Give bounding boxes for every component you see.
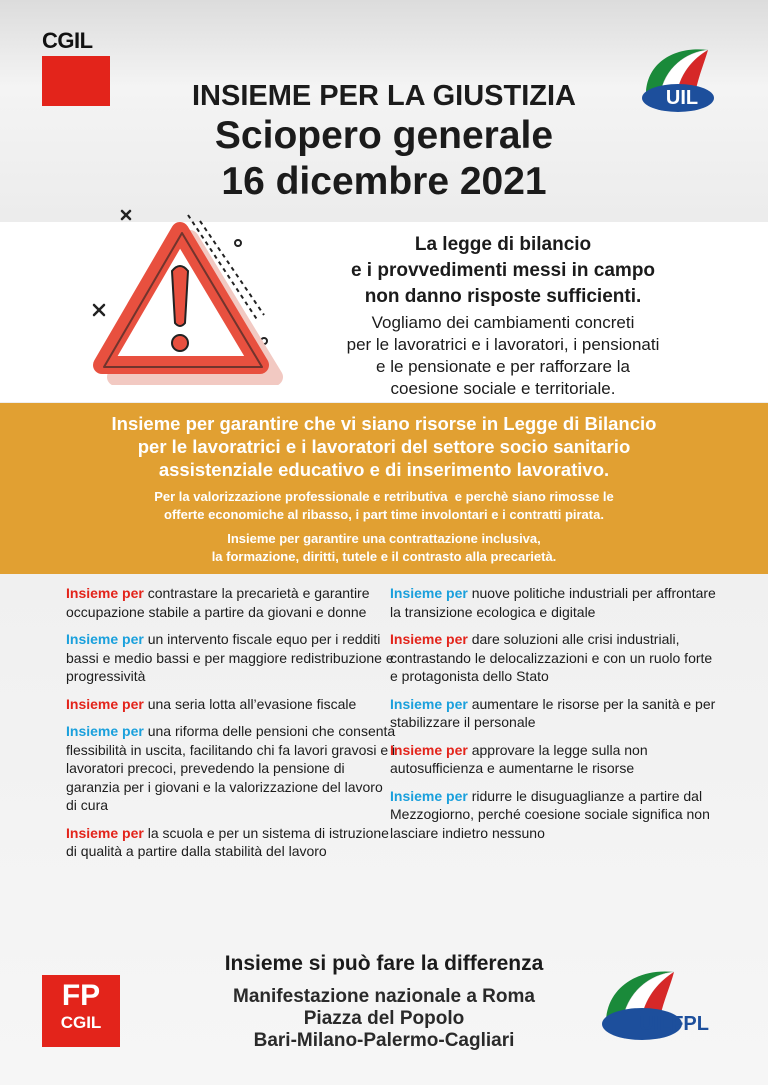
item-keyword: Insieme per <box>66 723 144 739</box>
uilfpl-logo-text: UILFPL <box>639 1013 709 1035</box>
list-item <box>390 741 720 778</box>
list-item <box>390 630 720 686</box>
intro-text-line: Vogliamo dei cambiamenti concreti <box>371 313 635 332</box>
intro-text <box>268 312 738 400</box>
title-line-3: 16 dicembre 2021 <box>221 160 547 203</box>
list-item <box>66 630 396 686</box>
left-column <box>66 584 396 870</box>
item-text: dare soluzioni alle crisi industriali, contrastando le delocalizzazioni e con un ruolo forte e protagonista dello Stato <box>390 631 713 684</box>
intro-bold-line: La legge di bilancio <box>414 234 592 255</box>
item-text: nuove politiche industriali per affrontare la transizione ecologica e digitale <box>390 585 716 620</box>
item-keyword: Insieme per <box>66 695 144 712</box>
intro-text-line: per le lavoratrici e i lavoratori, i pensionati <box>346 335 660 354</box>
item-text: contrastare la precarietà e garantire occupazione stabile a partire da giovani e donne <box>66 585 370 620</box>
intro-text-line: coesione sociale e territoriale. <box>390 379 616 398</box>
item-text: aumentare le risorse per la sanità e per stabilizzare il personale <box>390 695 716 730</box>
title-line-2: Sciopero generale <box>214 114 554 157</box>
item-keyword: Insieme per <box>390 787 468 804</box>
orange-heading <box>20 412 748 481</box>
intro-bold-line: non danno risposte sufficienti. <box>364 286 642 307</box>
orange-heading-line: per le lavoratrici e i lavoratori del settore socio sanitario <box>137 436 631 457</box>
item-text: una riforma delle pensioni che consenta flessibilità in uscita, facilitando chi fa lavori gravosi e i lavoratori precoci, prevedendo la pensione di garanzia per i giovani e la valorizzazione del lavoro di cura <box>66 723 396 813</box>
item-keyword: Insieme per <box>66 585 144 601</box>
item-keyword: Insieme per <box>66 631 144 647</box>
orange-p2-line: la formazione, diritti, tutele e il contrasto alla precarietà. <box>211 549 557 564</box>
right-column <box>390 584 720 851</box>
orange-heading-line: Insieme per garantire che vi siano risorse in Legge di Bilancio <box>111 413 657 434</box>
item-text: un intervento fiscale equo per i redditi bassi e medio bassi e per maggiore redistribuzione e progressività <box>66 631 394 684</box>
list-item <box>390 695 720 732</box>
item-keyword: Insieme per <box>390 585 468 601</box>
item-text: approvare la legge sulla non autosufficienza e aumentarne le risorse <box>390 741 648 776</box>
cgil-logo-text: CGIL <box>42 28 93 53</box>
orange-paragraph-2 <box>40 530 728 566</box>
uil-logo-text: UIL <box>665 87 699 109</box>
list-item <box>66 584 396 621</box>
orange-p1-line: offerte economiche al ribasso, i part time involontari e i contratti pirata. <box>164 507 604 522</box>
intro-text-line: e le pensionate e per rafforzare la <box>376 357 630 376</box>
title-line-1: INSIEME PER LA GIUSTIZIA <box>191 80 576 112</box>
uilfpl-logo <box>596 960 728 1050</box>
orange-heading-line: assistenziale educativo e di inserimento lavorativo. <box>158 459 610 480</box>
item-text: ridurre le disuguaglianze a partire dal Mezzogiorno, perché coesione sociale significa non lasciare indietro nessuno <box>390 787 710 841</box>
orange-p1-line: Per la valorizzazione professionale e retributiva e perchè siano rimosse le <box>154 489 614 504</box>
list-item <box>390 584 720 621</box>
list-item <box>66 824 396 861</box>
fp-cgil-logo <box>42 975 120 1047</box>
item-text: la scuola e per un sistema di istruzione di qualità a partire dalla stabilità del lavoro <box>66 824 389 859</box>
intro-bold-line: e i provvedimenti messi in campo <box>350 260 656 281</box>
fp-logo-top: FP <box>61 979 101 1012</box>
orange-p2-line: Insieme per garantire una contrattazione inclusiva, <box>227 531 541 546</box>
footer-line-2: Piazza del Popolo <box>303 1008 465 1029</box>
intro-bold <box>268 232 738 310</box>
item-keyword: Insieme per <box>390 741 468 758</box>
list-item <box>66 695 396 714</box>
list-item <box>66 722 396 815</box>
orange-paragraph-1 <box>40 488 728 524</box>
list-item <box>390 787 720 843</box>
item-text: una seria lotta all’evasione fiscale <box>143 695 357 712</box>
tagline: Insieme si può fare la differenza <box>224 952 544 975</box>
item-keyword: Insieme per <box>390 695 468 712</box>
fp-logo-bottom: CGIL <box>60 1013 102 1032</box>
footer-line-1: Manifestazione nazionale a Roma <box>233 986 535 1007</box>
warning-icon <box>88 205 288 385</box>
item-keyword: Insieme per <box>390 631 468 647</box>
footer-line-3: Bari-Milano-Palermo-Cagliari <box>253 1030 515 1051</box>
item-keyword: Insieme per <box>66 824 144 841</box>
